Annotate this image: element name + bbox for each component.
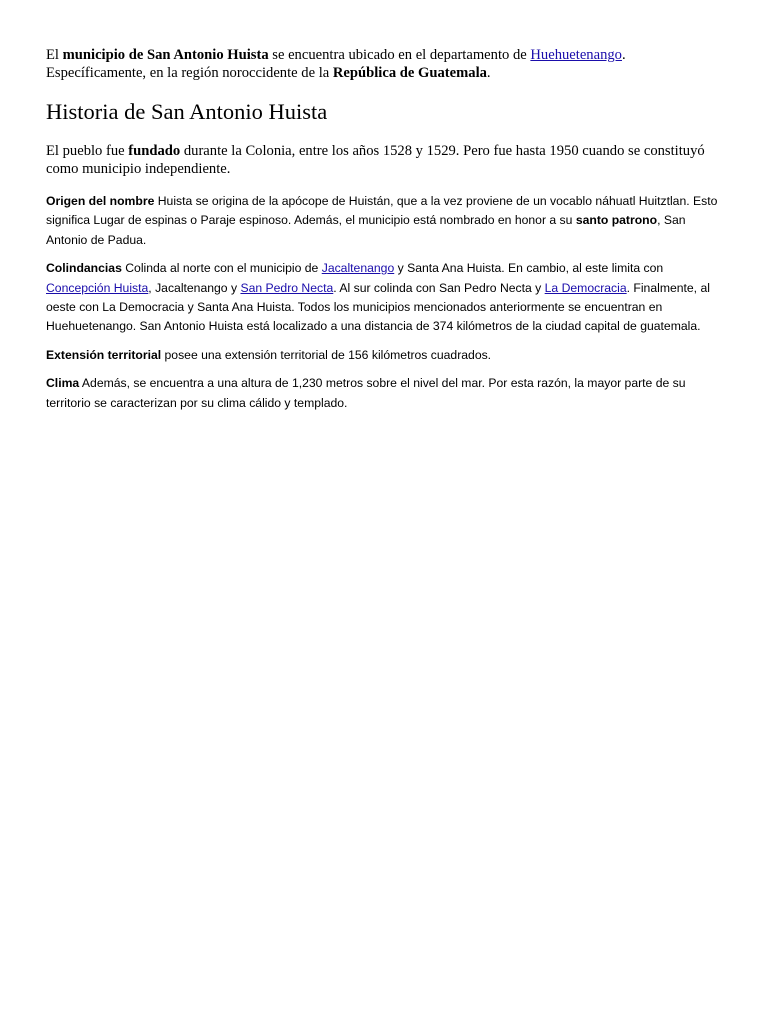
colindancias-label: Colindancias (46, 261, 122, 276)
intro-text-4: . (486, 65, 491, 81)
extension-label: Extensión territorial (46, 347, 162, 362)
clima-label: Clima (46, 376, 80, 391)
concepcion-huista-link[interactable]: Concepción Huista (46, 280, 149, 295)
intro-text-1: El (46, 47, 63, 63)
huehuetenango-link[interactable]: Huehuetenango (530, 47, 622, 63)
intro-bold-municipio: municipio de San Antonio Huista (62, 47, 269, 63)
origen-label: Origen del nombre (46, 194, 155, 208)
clima-text: Además, se encuentra a una altura de 1,230 metros sobre el nivel del mar. Por esta razón, la mayor parte de su territorio se caracterizan por su clima cálido y templado. (46, 376, 686, 410)
historia-bold-fundado: fundado (128, 143, 181, 159)
extension-text: posee una extensión territorial de 156 kilómetros cuadrados. (161, 347, 492, 362)
colindancias-text-1: Colinda al norte con el municipio de (121, 261, 322, 276)
colindancias-text-2: y Santa Ana Huista. En cambio, al este limita con (394, 261, 664, 276)
historia-text-2: durante la Colonia, entre los años 1528 y 1529. Pero fue hasta 1950 cuando se constituyó como municipio independiente. (46, 143, 705, 177)
intro-paragraph (46, 46, 726, 82)
jacaltenango-link[interactable]: Jacaltenango (321, 261, 395, 276)
san-pedro-necta-link[interactable]: San Pedro Necta (240, 280, 334, 295)
la-democracia-link[interactable]: La Democracia (544, 280, 627, 295)
origen-text-1: Huista se origina de la apócope de Huistán, que a la vez proviene de un vocablo náhuatl Huitztlan. Esto significa Lugar de espinas o Paraje espinoso. Además, el municipio está nombrado en honor a su (46, 194, 718, 228)
colindancias-text-3: , Jacaltenango y (148, 280, 241, 295)
colindancias-paragraph (46, 259, 726, 337)
clima-paragraph (46, 374, 726, 413)
colindancias-text-4: . Al sur colinda con San Pedro Necta y (333, 280, 545, 295)
intro-text-2: se encuentra ubicado en el departamento de (268, 47, 531, 63)
colindancias-text-5: . Finalmente, al oeste con La Democracia y Santa Ana Huista. Todos los municipios mencionados anteriormente se encuentran en Huehuetenango. San Antonio Huista está localizado a una distancia de 374 kilómetros de la ciudad capital de guatemala. (46, 280, 710, 334)
historia-paragraph (46, 142, 726, 178)
origen-text-2: , San Antonio de Padua. (46, 213, 686, 247)
intro-text-3: . Específicamente, en la región noroccidente de la (46, 47, 626, 81)
intro-bold-republica: República de Guatemala (332, 65, 487, 81)
origen-bold-santo-patrono: santo patrono (575, 213, 658, 228)
extension-paragraph (46, 346, 726, 365)
section-heading: Historia de San Antonio Huista (46, 99, 328, 124)
document-page (46, 46, 726, 422)
historia-text-1: El pueblo fue (46, 143, 129, 159)
origen-paragraph (46, 192, 726, 250)
